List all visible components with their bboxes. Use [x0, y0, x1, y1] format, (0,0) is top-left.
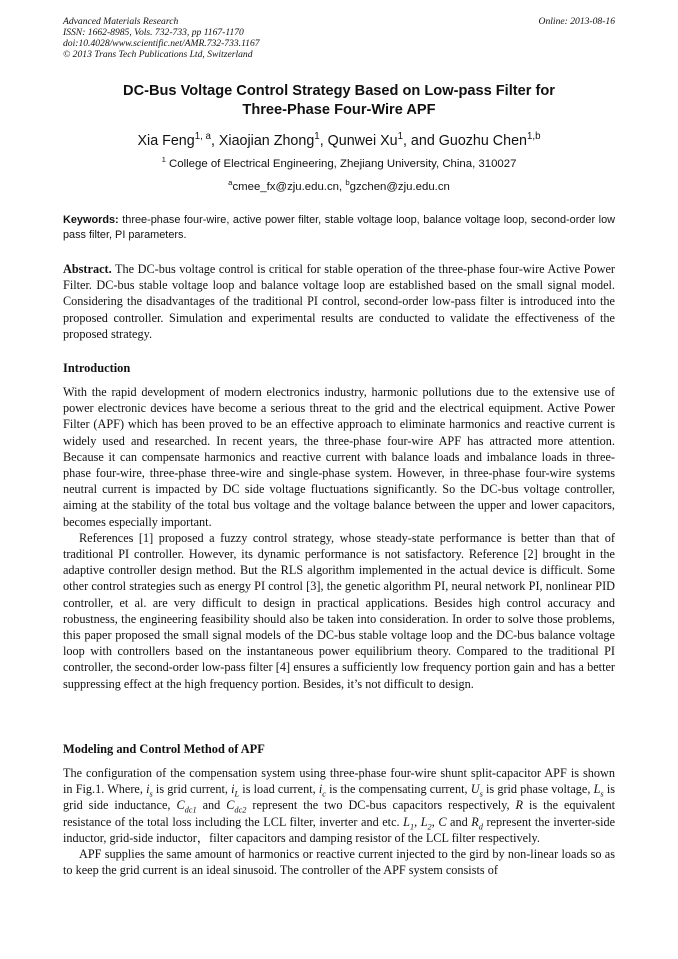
math-var: C	[226, 798, 235, 813]
math-subscript: 1	[409, 822, 415, 832]
author-name: Xia Feng	[137, 133, 195, 149]
text-run: is load current,	[239, 782, 319, 797]
affiliation-superscript: 1	[161, 155, 166, 165]
text-run: is grid phase voltage,	[482, 782, 594, 797]
paragraph: With the rapid development of modern electronics industry, harmonic pollutions due to the extensive use of power electronic devices have become a serious threat to the grid and the electrical equipment. Active Power Filter (APF) which has been proved to be an effective approach to eliminate harmonics and reactive current is widely used and researched. In recent years, the three-phase four-wire APF has attracted more attention. Because it can compensate harmonics and reactive current with balance loads and imbalance loads in three-phase four-wire, three-phase three-wire and single-phase system. However, in three-phase four-wire systems neutral current is impacted by DC side voltage fluctuations significantly. So the DC-bus voltage controller, aiming at the stability of the total bus voltage and the voltage balance between the upper and lower capacitors, becomes especially important.	[63, 385, 615, 529]
text-run: represent the inverter-side inductor, grid-side inductor，filter capacitors and damping resistor of the LCL filter respectively.	[63, 814, 616, 845]
author-name: Qunwei Xu	[327, 133, 398, 149]
text-run: is grid current,	[152, 782, 232, 797]
text-run: and	[196, 798, 227, 813]
author-name: Xiaojian Zhong	[218, 133, 315, 149]
author-separator: ,	[210, 133, 219, 149]
math-subscript: d	[478, 822, 483, 832]
text-run: represent the two DC-bus capacitors respectively,	[246, 798, 516, 813]
paper-title	[63, 82, 615, 120]
author-superscript: 1	[314, 131, 320, 143]
modeling-section	[63, 765, 615, 878]
author-superscript: 1,b	[527, 131, 541, 143]
math-var: i	[146, 782, 150, 797]
email-link[interactable]: gzchen@zju.edu.cn	[349, 181, 450, 193]
affiliation-text: College of Electrical Engineering, Zhejiang University, China, 310027	[165, 158, 517, 170]
math-subscript: c	[322, 789, 326, 799]
affiliation	[63, 157, 615, 171]
keywords-label: Keywords:	[63, 214, 119, 226]
math-var: C	[176, 798, 185, 813]
math-subscript: s	[149, 789, 153, 799]
text-run: is the equivalent resistance of the total loss including the LCL filter, inverter and etc.	[63, 798, 615, 829]
math-var: L	[593, 782, 601, 797]
math-var: R	[471, 814, 479, 829]
keywords-block	[63, 213, 615, 243]
math-var: L	[420, 814, 428, 829]
author-separator: , and	[402, 133, 439, 149]
keywords-text: three-phase four-wire, active power filter, stable voltage loop, balance voltage loop, second-order low pass filter, PI parameters.	[63, 214, 615, 241]
title-line-2: Three-Phase Four-Wire APF	[242, 102, 436, 118]
math-subscript: s	[479, 789, 483, 799]
abstract-label: Abstract.	[63, 262, 112, 276]
math-subscript: dc2	[234, 805, 247, 815]
text-run: ,	[431, 814, 439, 829]
email-superscript: b	[345, 178, 350, 188]
math-var: U	[470, 782, 480, 797]
author-superscript: 1, a	[194, 131, 211, 143]
copyright-line: © 2013 Trans Tech Publications Ltd, Switzerland	[63, 49, 253, 60]
author-name: Guozhu Chen	[438, 133, 527, 149]
text-run: is grid side inductance,	[63, 782, 615, 813]
introduction-heading: Introduction	[63, 361, 131, 375]
modeling-heading: Modeling and Control Method of APF	[63, 742, 265, 756]
email-superscript: a	[228, 178, 233, 188]
math-subscript: dc1	[184, 805, 197, 815]
online-date: Online: 2013-08-16	[538, 16, 615, 27]
paragraph	[63, 765, 615, 846]
math-var: C	[438, 814, 447, 829]
issn-line: ISSN: 1662-8985, Vols. 732-733, pp 1167-1170	[63, 27, 244, 38]
introduction-section	[63, 384, 615, 692]
math-subscript: 2	[427, 822, 432, 832]
text-run: and	[446, 814, 472, 829]
author-list	[63, 132, 615, 150]
math-subscript: s	[600, 789, 604, 799]
text-run: is the compensating current,	[325, 782, 471, 797]
journal-header	[63, 16, 615, 60]
journal-name: Advanced Materials Research	[63, 16, 179, 27]
paragraph: References [1] proposed a fuzzy control strategy, whose steady-state performance is better than that of traditional PI controller. However, its dynamic performance is not satisfactory. Reference [2] brought in the adaptive controller design method. But the RLS algorithm implemented in the actual device is difficult. Some other control strategies such as energy PI control [3], the genetic algorithm PI, neural network PI, nonlinear PID controller, et al. are very difficult to design in practical applications. Besides high control accuracy and robustness, the engineering feasibility should also be taken into consideration. In order to solve those problems, this paper proposed the small signal models of the DC-bus stable voltage loop and the DC-bus balance voltage loop with controllers based on the instantaneous power equilibrium theory. Compared to the traditional PI controller, the second-order low-pass filter [4] ensures a sufficiently low frequency portion gain and has a better suppressing effect at the high frequency portion. Besides, it’s not difficult to design.	[63, 530, 615, 691]
email-link[interactable]: cmee_fx@zju.edu.cn,	[232, 181, 346, 193]
abstract-text: The DC-bus voltage control is critical for stable operation of the three-phase four-wire Active Power Filter. DC-bus stable voltage loop and balance voltage loop are established based on the small signal model. Considering the disadvantages of the traditional PI control, second-order low-pass filter is introduced into the proposed controller. Simulation and experimental results are conducted to validate the effectiveness of the proposed strategy.	[63, 262, 615, 341]
title-line-1: DC-Bus Voltage Control Strategy Based on Low-pass Filter for	[123, 83, 555, 99]
text-run: ,	[414, 814, 421, 829]
text-run: The configuration of the compensation system using three-phase four-wire shunt split-capacitor APF is shown in Fig.1. Where,	[63, 766, 615, 797]
paragraph: APF supplies the same amount of harmonics or reactive current injected to the gird by non-linear loads so as to keep the grid current is an ideal sinusoid. The controller of the APF system consists of	[63, 847, 615, 878]
author-emails	[63, 180, 615, 194]
author-superscript: 1	[397, 131, 403, 143]
math-var: i	[318, 782, 323, 797]
math-var: i	[231, 782, 235, 797]
doi-line: doi:10.4028/www.scientific.net/AMR.732-733.1167	[63, 38, 260, 49]
math-var: R	[515, 798, 523, 813]
abstract-block	[63, 261, 615, 342]
author-separator: ,	[319, 133, 328, 149]
math-subscript: L	[234, 789, 240, 799]
math-var: L	[403, 814, 410, 829]
